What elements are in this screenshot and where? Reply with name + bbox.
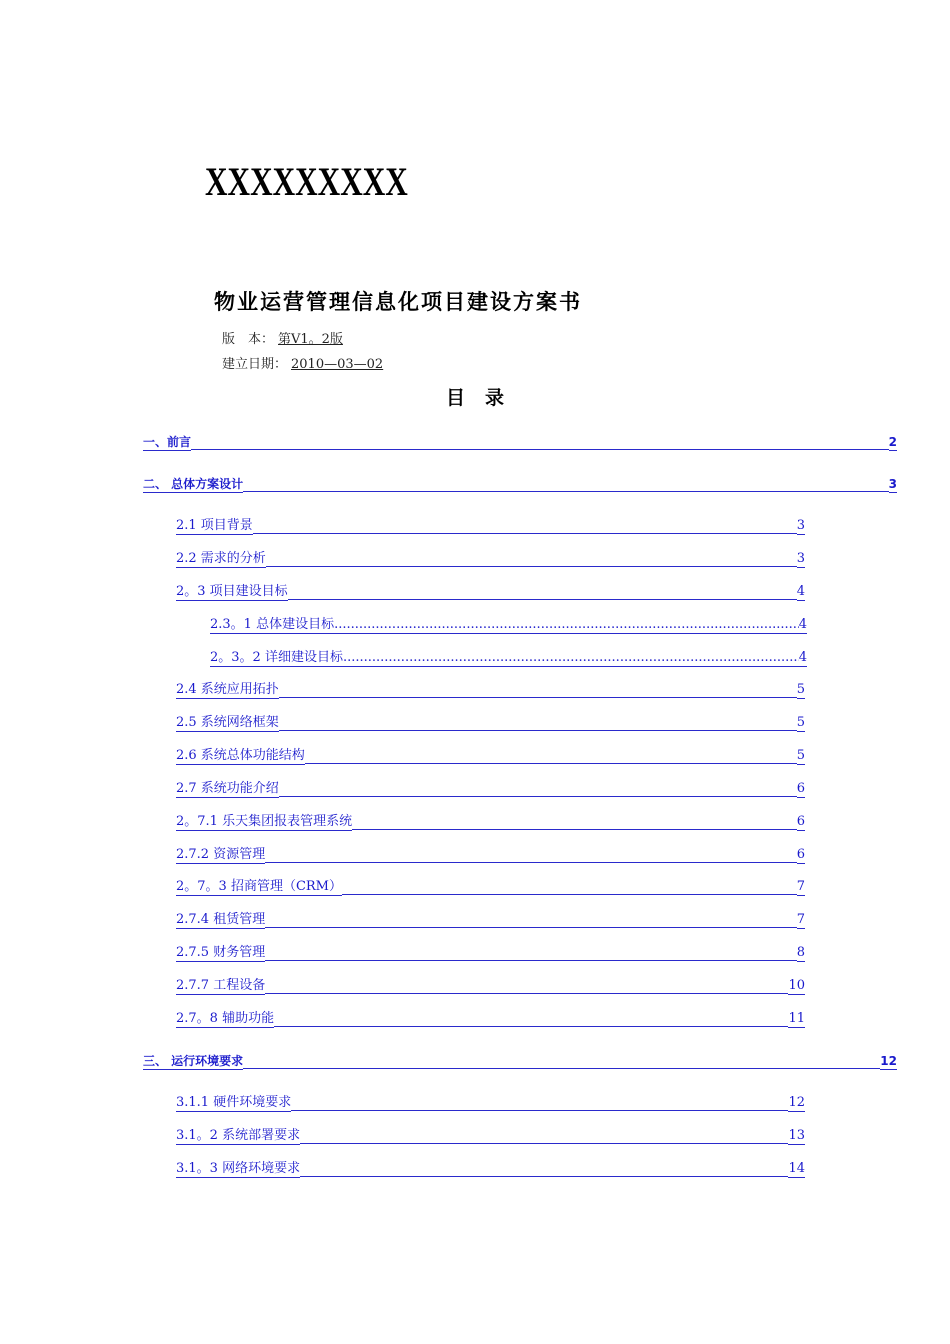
toc-leader [253,532,797,534]
toc-label: 2.5 系统网络框架 [176,715,279,730]
toc-leader [343,650,799,667]
toc-link-overall-design[interactable] [143,476,897,493]
toc-label: 一、前言 [143,435,192,449]
toc-link-3-1-2[interactable] [176,1128,805,1145]
toc-leader [265,959,797,961]
toc-link-2-7-3[interactable] [176,879,805,896]
toc-leader [342,893,797,895]
toc-link-2-3-2[interactable] [210,650,807,667]
toc-page-number: 12 [880,1054,897,1068]
toc-label: 2.6 系统总体功能结构 [176,748,305,763]
toc-leader [300,1175,788,1177]
toc-leader [265,926,797,928]
toc-label: 2.3。1 总体建设目标 [210,617,335,632]
toc-label: 2。7.1 乐天集团报表管理系统 [176,814,353,829]
toc-leader [291,1109,788,1111]
toc-link-2-4[interactable] [176,682,805,699]
toc-link-2-7-1[interactable] [176,814,805,831]
toc-leader [274,1025,788,1027]
toc-leader [300,1142,788,1144]
toc-link-2-7-5[interactable] [176,945,805,962]
toc-label: 2.7.7 工程设备 [176,978,266,993]
toc-label: 3.1。2 系统部署要求 [176,1128,301,1143]
date-value: 2010—03—02 [291,357,384,372]
date-line [222,356,383,374]
toc-label: 二、 总体方案设计 [143,477,244,491]
toc-leader [265,861,797,863]
toc-link-2-7-4[interactable] [176,912,805,929]
toc-label: 三、 运行环境要求 [143,1054,244,1068]
toc-label: 3.1。3 网络环境要求 [176,1161,301,1176]
toc-leader [266,565,797,567]
toc-label: 2.7.5 财务管理 [176,945,266,960]
toc-link-2-7-2[interactable] [176,847,805,864]
toc-leader [279,795,797,797]
toc-link-2-7-8[interactable] [176,1011,805,1028]
toc-label: 2.2 需求的分析 [176,551,266,566]
toc-page-number: 3 [888,477,897,491]
company-name: XXXXXXXXX [205,159,408,204]
toc-label: 2.7.4 租赁管理 [176,912,266,927]
toc-page-number: 3 [796,518,805,533]
toc-label: 2。3。2 详细建设目标 [210,650,343,665]
toc-link-2-6[interactable] [176,748,805,765]
toc-page-number: 6 [796,781,805,796]
toc-label: 2。3 项目建设目标 [176,584,288,599]
version-label: 版 本： [222,332,275,347]
toc-leader [352,828,797,830]
toc-page-number: 12 [788,1095,805,1110]
toc-page-number: 6 [796,814,805,829]
toc-heading [0,386,950,410]
version-value: 第V1。2版 [278,332,343,347]
toc-label: 2.7 系统功能介绍 [176,781,279,796]
toc-link-2-5[interactable] [176,715,805,732]
toc-link-runtime-env[interactable] [143,1053,897,1070]
toc-label: 3.1.1 硬件环境要求 [176,1095,292,1110]
toc-label: 2.4 系统应用拓扑 [176,682,279,697]
toc-leader [265,992,788,994]
toc-heading-char: 录 [485,387,505,409]
toc-leader [243,490,888,492]
toc-page-number: 14 [788,1161,805,1176]
toc-link-2-3[interactable] [176,584,805,601]
toc-link-2-2[interactable] [176,551,805,568]
toc-page-number: 6 [796,847,805,862]
toc-label: 2.7.2 资源管理 [176,847,266,862]
toc-leader [288,598,797,600]
toc-link-3-1-3[interactable] [176,1161,805,1178]
toc-page-number: 5 [796,682,805,697]
toc-link-3-1-1[interactable] [176,1095,805,1112]
toc-link-2-3-1[interactable] [210,617,807,634]
toc-link-2-7-7[interactable] [176,978,805,995]
toc-link-2-1[interactable] [176,518,805,535]
toc-label: 2.1 项目背景 [176,518,253,533]
toc-leader [279,696,797,698]
version-line [222,331,343,349]
date-label: 建立日期： [222,357,288,372]
toc-page-number: 4 [796,584,805,599]
toc-label: 2.7。8 辅助功能 [176,1011,275,1026]
toc-page-number: 13 [788,1128,805,1143]
toc-leader [191,448,889,450]
toc-leader [279,729,797,731]
toc-page-number: 4 [798,650,807,665]
toc-leader [243,1067,880,1069]
toc-heading-char: 目 [445,387,465,409]
toc-page-number: 8 [796,945,805,960]
toc-label: 2。7。3 招商管理（CRM） [176,879,342,894]
toc-page-number: 7 [796,879,805,894]
toc-page-number: 5 [796,715,805,730]
toc-page-number: 10 [788,978,805,993]
toc-leader [305,762,797,764]
toc-page-number: 2 [888,435,897,449]
toc-link-2-7[interactable] [176,781,805,798]
toc-page-number: 5 [796,748,805,763]
toc-page-number: 7 [796,912,805,927]
toc-page-number: 3 [796,551,805,566]
toc-page-number: 11 [788,1011,805,1026]
toc-leader [334,617,799,634]
document-title: 物业运营管理信息化项目建设方案书 [214,290,582,314]
toc-link-preface[interactable] [143,434,897,451]
toc-page-number: 4 [798,617,807,632]
